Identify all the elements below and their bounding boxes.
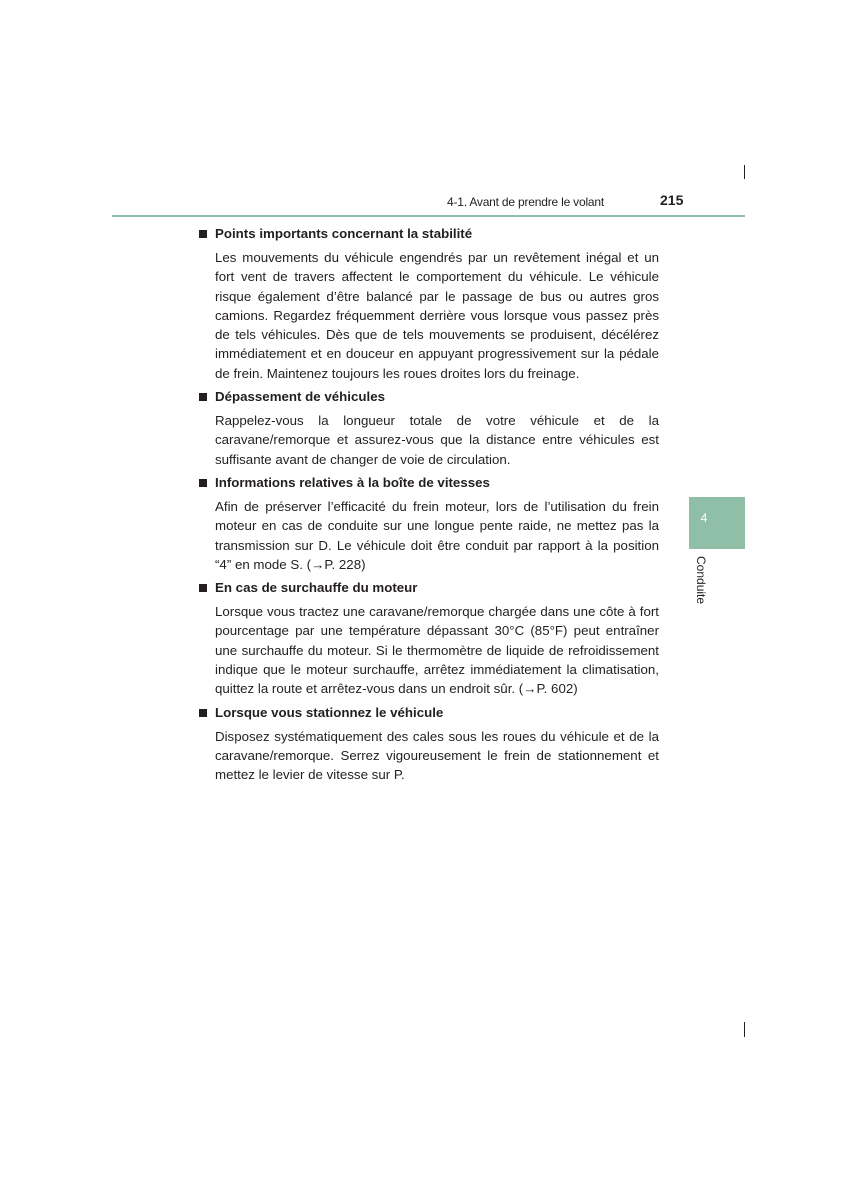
crop-mark-top [744, 165, 745, 179]
section-body: Les mouvements du véhicule engendrés par un revêtement inégal et un fort vent de travers affectent le comportement du véhicule. Le véhicule risque également d’être balancé par le passage de bus ou autres gros camions. Regardez fréquemment derrière vous lorsque vous passez près de tels véhicules. Dès que de tels mouvements se produisent, décélérez immédiatement et en douceur en appuyant progressivement sur la pédale de frein. Maintenez toujours les roues droites lors du freinage. [215, 250, 659, 381]
section-heading-text: En cas de surchauffe du moteur [215, 580, 418, 596]
page-number: 215 [660, 192, 684, 208]
section-body: Lorsque vous tractez une caravane/remorque chargée dans une côte à fort pourcentage par une température dépassant 30°C (85°F) peut entraîner une surchauffe du moteur. Si le thermomètre de liquide de refroidissement indique que le moteur surchauffe, arrêtez immédiatement la climatisation, quittez la route et arrêtez-vous dans un endroit sûr. (→P. 602) [215, 604, 659, 697]
section-body: Rappelez-vous la longueur totale de votre véhicule et de la caravane/remorque et assurez-vous que la distance entre véhicules est suffisante avant de changer de voie de circulation. [215, 413, 659, 467]
square-bullet-icon [199, 584, 207, 592]
section-heading [198, 578, 659, 598]
square-bullet-icon [199, 393, 207, 401]
section-parking [198, 703, 659, 785]
section-heading-text: Informations relatives à la boîte de vitesses [215, 474, 490, 490]
section-body: Afin de préserver l’efficacité du frein moteur, lors de l’utilisation du frein moteur en cas de conduite sur une longue pente raide, ne mettez pas la transmission sur D. Le véhicule doit être conduit par rapport à la position “4” en mode S. (→P. 228) [215, 498, 659, 572]
square-bullet-icon [199, 709, 207, 717]
section-body: Disposez systématiquement des cales sous les roues du véhicule et de la caravane/remorque. Serrez vigoureusement le frein de stationnement et mettez le levier de vitesse sur P. [215, 728, 659, 783]
header-rule [112, 215, 745, 217]
section-overheating [198, 578, 659, 698]
section-heading-text: Points importants concernant la stabilité [215, 226, 473, 241]
chapter-tab-number: 4 [700, 511, 708, 525]
section-stability [198, 224, 659, 383]
section-heading [198, 387, 659, 407]
crop-mark-bottom [744, 1022, 745, 1037]
section-heading-text: Dépassement de véhicules [215, 389, 385, 405]
section-heading [198, 224, 659, 244]
section-heading [198, 473, 659, 493]
chapter-tab-label: Conduite [694, 556, 708, 605]
square-bullet-icon [199, 479, 207, 487]
chapter-tab [689, 497, 745, 549]
page-content [198, 224, 659, 785]
section-heading [198, 703, 659, 723]
running-header-title: 4-1. Avant de prendre le volant [446, 195, 604, 209]
square-bullet-icon [199, 230, 207, 238]
section-heading-text: Lorsque vous stationnez le véhicule [215, 704, 444, 720]
section-gearbox [198, 473, 659, 574]
section-overtaking [198, 387, 659, 469]
